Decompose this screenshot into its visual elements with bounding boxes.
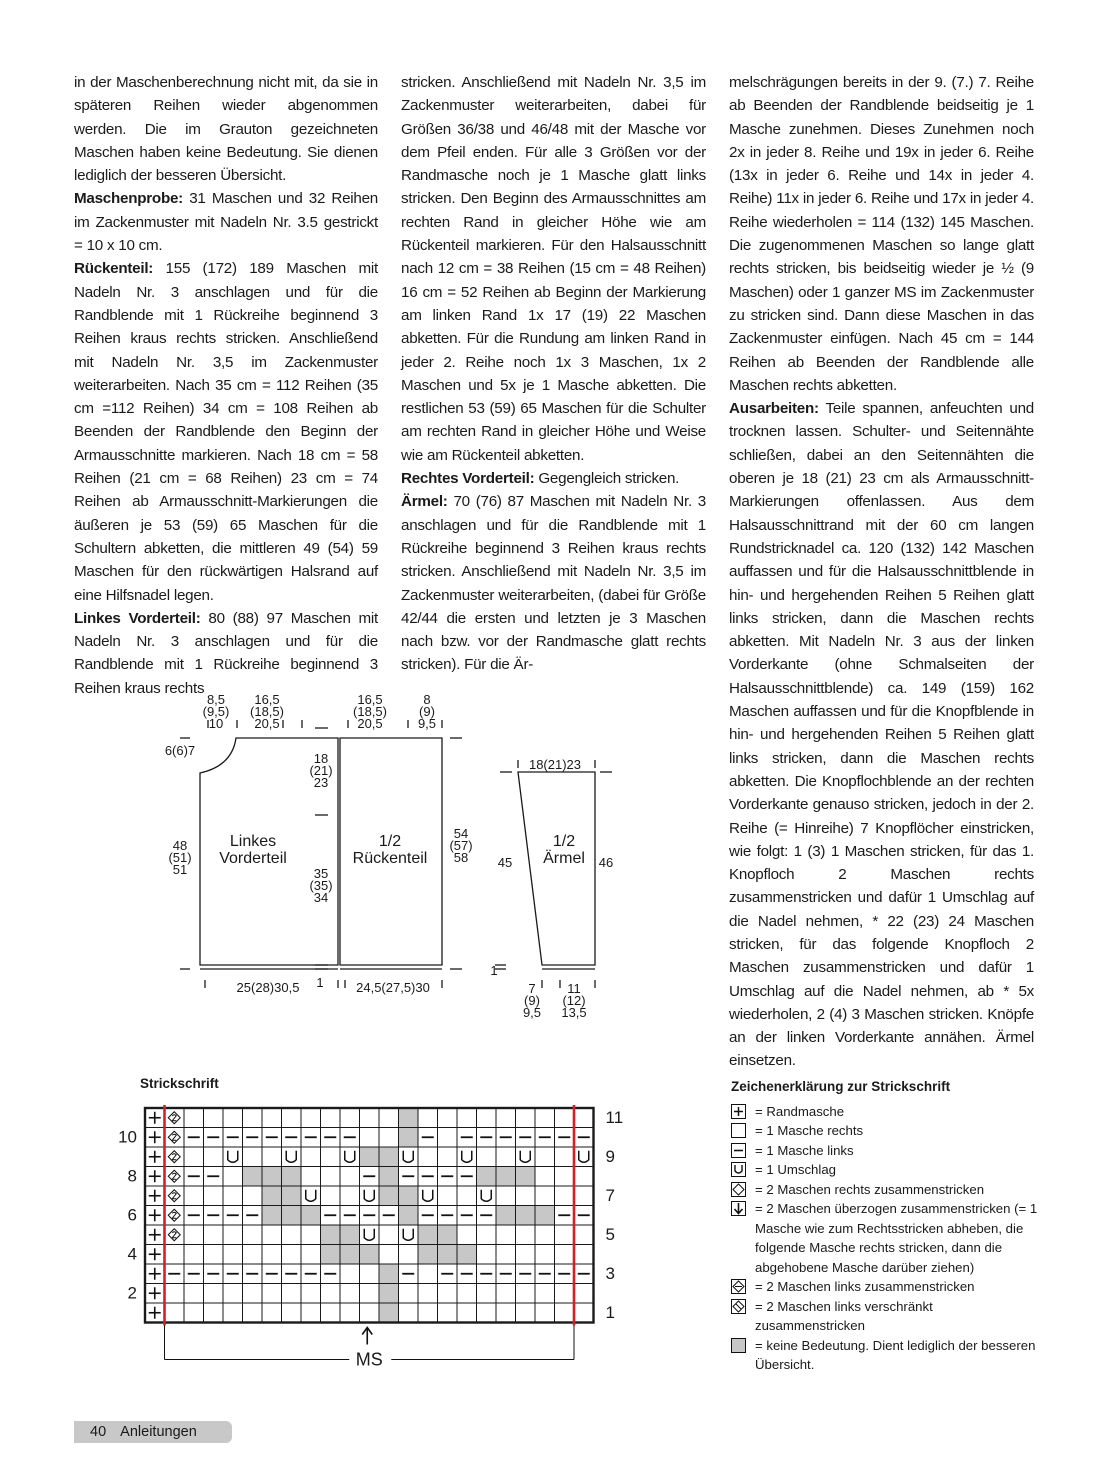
purl-stitch-icon bbox=[731, 1143, 746, 1158]
legend-item bbox=[731, 1336, 1041, 1375]
p2tog-tbl-icon bbox=[731, 1299, 746, 1314]
legend-text: = Randmasche bbox=[755, 1103, 845, 1119]
paragraph-heading: Linkes Vorderteil: bbox=[74, 609, 201, 627]
decrease-symbol bbox=[172, 1212, 176, 1218]
legend-item bbox=[731, 1160, 1041, 1180]
knit-stitch-icon bbox=[731, 1123, 746, 1138]
front-shoulder-width: (9,5) bbox=[202, 704, 230, 719]
front-shoulder-width-2: 16,5 bbox=[254, 692, 280, 707]
no-stitch-cell bbox=[438, 1245, 458, 1265]
p2tog-icon bbox=[731, 1279, 746, 1294]
paragraph-heading: Ärmel: bbox=[401, 493, 448, 511]
legend-text: = 2 Maschen überzogen zusammenstricken (= 1 Masche wie zum Rechtsstricken abheben, die folgende Masche rechts stricken, dann die abgehobene Masche darüber ziehen) bbox=[755, 1201, 1038, 1275]
text-column-3 bbox=[729, 71, 1034, 1073]
chart-title: Strickschrift bbox=[140, 1076, 219, 1091]
no-stitch-cell bbox=[321, 1245, 341, 1265]
sleeve-bottom-right: (12) bbox=[562, 993, 586, 1008]
garment-schematic bbox=[150, 690, 630, 1025]
legend bbox=[731, 1077, 1041, 1375]
yarn-over-symbol bbox=[579, 1151, 589, 1163]
no-stitch-cell bbox=[399, 1186, 419, 1206]
decrease-symbol bbox=[172, 1232, 176, 1238]
row-number-left: 8 bbox=[127, 1166, 137, 1186]
paragraph-heading: Rückenteil: bbox=[74, 260, 154, 278]
no-stitch-cell bbox=[340, 1225, 360, 1245]
legend-item bbox=[731, 1199, 1041, 1277]
sleeve-bottom-left: (9) bbox=[524, 993, 540, 1008]
paragraph-heading: Rechtes Vorderteil: bbox=[401, 470, 535, 488]
no-stitch-cell bbox=[379, 1284, 399, 1304]
front-shoulder-width-2: 20,5 bbox=[254, 716, 280, 731]
armhole-depth-label: 23 bbox=[313, 775, 329, 790]
paragraph-text: Teile spannen, anfeuchten und trocknen lassen. Schulter- und Seitennähte schließen, dabei an den Seitennähten die oberen je 18 (21) 23 cm als Armausschnitt-Markierungen offenlassen. Aus dem Halsausschnittrand mit der 60 cm langen Rundstricknadel ca. 120 (132) 142 Maschen auffassen und für die Halsausschnittblende in hin- und hergehenden Reihen 5 Reihen glatt links stricken, dann die Maschen rechts abketten. Mit Nadeln Nr. 3 aus der linken Vorderkante (ohne Schmalseiten der Halsausschnittblende) ca. 149 (159) 162 Maschen auffassen und für die Knopfblende in hin- und hergehenden Reihen 5 Reihen glatt links stricken, dann die Maschen rechts abketten. Die Knopflochblende an der rechten Vorderkante genauso stricken, jedoch in der 2. Reihe (= Hinreihe) 7 Knopflöcher einstricken, wie folgt: 1 (3) 1 Maschen stricken, für das 1. Knopfloch 2 Maschen rechts zusammenstricken und dafür 1 Umschlag auf die Nadel nehmen, * 22 (23) 24 Maschen stricken, für das folgende Knopfloch 2 Maschen zusammenstricken und dafür 1 Umschlag auf die Nadel nehmen, ab * 5x wiederholen, 2 (4) 3 Maschen stricken. Knöpfe an der linken Vorderkante annähen. Ärmel einsetzen. bbox=[729, 400, 1034, 1070]
no-stitch-cell bbox=[262, 1206, 282, 1226]
no-stitch-cell bbox=[379, 1186, 399, 1206]
no-stitch-cell bbox=[282, 1206, 302, 1226]
yarn-over-symbol bbox=[481, 1190, 491, 1202]
back-height-label: 58 bbox=[453, 850, 469, 865]
legend-item bbox=[731, 1297, 1041, 1336]
no-stitch-cell bbox=[301, 1206, 321, 1226]
decrease-symbol bbox=[172, 1173, 176, 1179]
section-name: Anleitungen bbox=[120, 1424, 197, 1440]
decrease-symbol bbox=[172, 1193, 176, 1199]
side-length-label: 35 bbox=[313, 866, 329, 881]
row-number-right: 7 bbox=[605, 1186, 615, 1206]
back-neck-width: 20,5 bbox=[357, 716, 383, 731]
decrease-symbol bbox=[172, 1134, 176, 1140]
band-height-label: 1 bbox=[316, 975, 324, 990]
armhole-depth-label: 18 bbox=[313, 751, 329, 766]
yarn-over-symbol bbox=[423, 1190, 433, 1202]
yarn-over-symbol bbox=[403, 1229, 413, 1241]
sleeve-length-right: 46 bbox=[598, 855, 614, 870]
paragraph bbox=[401, 71, 706, 467]
front-piece-label: Linkes bbox=[229, 833, 277, 850]
no-stitch-cell bbox=[360, 1147, 380, 1167]
no-stitch-cell bbox=[282, 1186, 302, 1206]
sleeve-bottom-right: 13,5 bbox=[561, 1005, 587, 1020]
no-stitch-cell bbox=[438, 1225, 458, 1245]
front-piece-label: Vorderteil bbox=[219, 850, 287, 867]
no-stitch-cell bbox=[399, 1128, 419, 1148]
front-shoulder-width: 10 bbox=[208, 716, 224, 731]
paragraph bbox=[74, 257, 378, 606]
no-stitch-cell bbox=[496, 1206, 516, 1226]
neck-depth-label: 6(6)7 bbox=[164, 743, 196, 758]
k2tog-icon bbox=[731, 1182, 746, 1197]
sleeve-bottom-left: 9,5 bbox=[522, 1005, 542, 1020]
no-stitch-cell bbox=[535, 1206, 555, 1226]
paragraph-text: 155 (172) 189 Maschen mit Nadeln Nr. 3 anschlagen und für die Randblende mit 1 Rückreihe beginnend 3 Reihen kraus rechts stricken. Anschließend mit Nadeln Nr. 3,5 im Zackenmuster weiterarbeiten. Nach 35 cm = 112 Reihen (35 cm =112 Reihen) 34 cm = 108 Reihen ab Beenden der Randblende den Beginn der Armausschnitte markieren. Nach 18 cm = 58 Reihen (21 cm = 68 Reihen) 23 cm = 74 Reihen ab Armausschnitt-Markierungen die äußeren je 53 (59) 65 Maschen für die Schultern abketten, die mittleren 49 (54) 59 Maschen für den rückwärtigen Halsrand auf eine Hilfsnadel legen. bbox=[74, 260, 378, 604]
paragraph-text: 31 Maschen und 32 Reihen im Zackenmuster mit Nadeln Nr. 3.5 gestrickt = 10 x 10 cm. bbox=[74, 190, 378, 255]
decrease-symbol bbox=[172, 1115, 176, 1121]
sleeve-bottom-right: 11 bbox=[567, 981, 581, 996]
back-height-label: (57) bbox=[449, 838, 473, 853]
back-shoulder-width: 8 bbox=[423, 692, 431, 707]
row-number-left: 4 bbox=[127, 1244, 137, 1264]
paragraph-heading: Ausarbeiten: bbox=[729, 400, 819, 418]
page-footer bbox=[74, 1421, 232, 1443]
row-number-right: 3 bbox=[605, 1264, 615, 1284]
paragraph bbox=[74, 71, 378, 187]
no-stitch-cell bbox=[379, 1264, 399, 1284]
no-stitch-cell bbox=[516, 1206, 536, 1226]
paragraph-text: Gegengleich stricken. bbox=[534, 470, 680, 488]
row-number-left: 2 bbox=[127, 1283, 137, 1303]
no-stitch-icon bbox=[731, 1338, 746, 1353]
text-column-2 bbox=[401, 71, 706, 677]
paragraph bbox=[401, 490, 706, 676]
text-column-1 bbox=[74, 71, 378, 700]
paragraph bbox=[74, 607, 378, 700]
row-number-right: 1 bbox=[605, 1303, 615, 1323]
paragraph-text: melschrägungen bereits in der 9. (7.) 7. Reihe ab Beenden der Randblende beidseitig je 1 Masche zunehmen. Dieses Zunehmen noch 2x in jeder 8. Reihe und 19x in jeder 6. Reihe (13x in jeder 6. Reihe und 14x in jeder 4. Reihe) 11x in jeder 6. Reihe und 17x in jeder 4. Reihe wiederholen = 114 (132) 145 Maschen. Die zugenommenen Maschen so lange glatt rechts stricken, bis beidseitig wieder je ½ (9 Maschen) oder 1 ganzer MS im Zackenmuster zu stricken sind. Dann diese Maschen in das Zackenmuster einfügen. Nach 45 cm = 144 Reihen ab Beenden der Randblende alle Maschen rechts abketten. bbox=[729, 74, 1034, 394]
front-height-label: (51) bbox=[168, 850, 192, 865]
no-stitch-cell bbox=[282, 1167, 302, 1187]
decrease-symbol bbox=[172, 1154, 176, 1160]
sleeve-top-width: 18(21)23 bbox=[528, 757, 582, 772]
front-width-label: 25(28)30,5 bbox=[236, 980, 300, 995]
back-width-label: 24,5(27,5)30 bbox=[356, 980, 430, 995]
paragraph-heading: Maschenprobe: bbox=[74, 190, 183, 208]
armhole-depth-label: (21) bbox=[309, 763, 333, 778]
yarn-over-symbol bbox=[345, 1151, 355, 1163]
legend-text: = keine Bedeutung. Dient lediglich der besseren Übersicht. bbox=[755, 1337, 1036, 1372]
no-stitch-cell bbox=[516, 1167, 536, 1187]
row-number-right: 9 bbox=[605, 1147, 615, 1167]
back-height-label: 54 bbox=[453, 826, 469, 841]
sleeve-length-left: 45 bbox=[497, 855, 513, 870]
front-shoulder-width: 8,5 bbox=[206, 692, 226, 707]
yarn-over-symbol bbox=[462, 1151, 472, 1163]
paragraph-text: stricken. Anschließend mit Nadeln Nr. 3,5 im Zackenmuster weiterarbeiten, dabei für Größen 36/38 und 46/48 mit der Masche vor dem Pfeil enden. Für alle 3 Größen vor der Randmasche noch je 1 Masche glatt links stricken. Den Beginn des Armausschnittes am rechten Rand in gleicher Höhe wie am Rückenteil markieren. Für den Halsausschnitt nach 12 cm = 38 Reihen (15 cm = 48 Reihen) 16 cm = 52 Reihen ab Beginn der Markierung am linken Rand 1x 17 (19) 22 Maschen abketten. Für die Rundung am linken Rand in jeder 2. Reihe noch 1x 3 Maschen, 1x 2 Maschen und 5x je 1 Masche abketten. Die restlichen 53 (59) 65 Maschen für die Schulter am rechten Rand in gleicher Höhe und Weise wie am Rückenteil abketten. bbox=[401, 74, 706, 464]
side-length-label: (35) bbox=[309, 878, 333, 893]
side-length-label: 34 bbox=[313, 890, 329, 905]
no-stitch-cell bbox=[321, 1225, 341, 1245]
sleeve-label: 1/2 bbox=[552, 833, 576, 850]
yarn-over-symbol bbox=[364, 1229, 374, 1241]
sleeve-bottom-left: 7 bbox=[528, 981, 536, 996]
legend-item bbox=[731, 1102, 1041, 1122]
yarn-over-symbol bbox=[364, 1190, 374, 1202]
no-stitch-cell bbox=[399, 1206, 419, 1226]
no-stitch-cell bbox=[379, 1147, 399, 1167]
legend-item bbox=[731, 1180, 1041, 1200]
page-number: 40 bbox=[90, 1424, 107, 1440]
no-stitch-cell bbox=[262, 1186, 282, 1206]
yarn-over-symbol bbox=[520, 1151, 530, 1163]
no-stitch-cell bbox=[399, 1108, 419, 1128]
paragraph bbox=[401, 467, 706, 490]
no-stitch-cell bbox=[262, 1167, 282, 1187]
back-shoulder-width: 9,5 bbox=[417, 716, 437, 731]
no-stitch-cell bbox=[457, 1245, 477, 1265]
no-stitch-cell bbox=[243, 1167, 263, 1187]
no-stitch-cell bbox=[496, 1167, 516, 1187]
no-stitch-cell bbox=[379, 1167, 399, 1187]
no-stitch-cell bbox=[340, 1245, 360, 1265]
back-piece-label: Rückenteil bbox=[352, 850, 428, 867]
legend-text: = 2 Maschen links zusammenstricken bbox=[755, 1279, 975, 1294]
paragraph bbox=[729, 397, 1034, 1073]
legend-item bbox=[731, 1141, 1041, 1161]
sleeve-label: Ärmel bbox=[543, 850, 585, 867]
legend-text: = 1 Masche rechts bbox=[755, 1123, 864, 1138]
legend-item bbox=[731, 1121, 1041, 1141]
yarn-over-symbol bbox=[286, 1151, 296, 1163]
back-neck-width: (18,5) bbox=[353, 704, 387, 719]
paragraph bbox=[729, 71, 1034, 397]
border-stitch-icon bbox=[731, 1104, 746, 1119]
paragraph-text: in der Maschenberechnung nicht mit, da sie in späteren Reihen wieder abgenommen werden. Die im Grauton gezeichneten Maschen haben keine Bedeutung. Sie dienen lediglich der besseren Übersicht. bbox=[74, 74, 378, 185]
no-stitch-cell bbox=[379, 1303, 399, 1323]
yarn-over-icon bbox=[731, 1162, 746, 1177]
paragraph bbox=[74, 187, 378, 257]
front-shoulder-width-2: (18,5) bbox=[250, 704, 284, 719]
sleeve-band-label: 1 bbox=[490, 963, 498, 978]
legend-text: = 2 Maschen links verschränkt zusammenstricken bbox=[755, 1298, 933, 1333]
paragraph-text: 80 (88) 97 Maschen mit Nadeln Nr. 3 anschlagen und für die Randblende mit 1 Rückreihe beginnend 3 Reihen kraus rechts bbox=[74, 609, 378, 697]
yarn-over-symbol bbox=[228, 1151, 238, 1163]
back-neck-width: 16,5 bbox=[357, 692, 383, 707]
legend-item bbox=[731, 1277, 1041, 1297]
legend-text: = 1 Umschlag bbox=[755, 1162, 836, 1177]
row-number-left: 6 bbox=[127, 1205, 137, 1225]
legend-text: = 2 Maschen rechts zusammenstricken bbox=[755, 1181, 985, 1197]
paragraph-text: 70 (76) 87 Maschen mit Nadeln Nr. 3 anschlagen und für die Randblende mit 1 Rückreihe beginnend 3 Reihen kraus rechts stricken. Anschließend mit Nadeln Nr. 3,5 im Zackenmuster weiterarbeiten, (dabei für Größe 42/44 die ersten und letzten je 3 Maschen nach bzw. vor der Randmasche glatt rechts stricken). Für die Är- bbox=[401, 493, 706, 674]
no-stitch-cell bbox=[418, 1225, 438, 1245]
legend-text: = 1 Masche links bbox=[755, 1142, 854, 1158]
legend-title: Zeichenerklärung zur Strickschrift bbox=[731, 1079, 951, 1094]
row-number-right: 5 bbox=[605, 1225, 615, 1245]
front-height-label: 48 bbox=[172, 838, 188, 853]
no-stitch-cell bbox=[477, 1167, 497, 1187]
yarn-over-symbol bbox=[403, 1151, 413, 1163]
yarn-over-symbol bbox=[306, 1190, 316, 1202]
knitting-chart bbox=[105, 1098, 625, 1373]
row-number-left: 10 bbox=[118, 1127, 137, 1147]
row-number-right: 11 bbox=[605, 1108, 624, 1128]
no-stitch-cell bbox=[418, 1245, 438, 1265]
back-piece-label: 1/2 bbox=[378, 833, 402, 850]
front-height-label: 51 bbox=[172, 862, 188, 877]
back-shoulder-width: (9) bbox=[419, 704, 435, 719]
repeat-label: MS bbox=[355, 1349, 383, 1370]
no-stitch-cell bbox=[360, 1245, 380, 1265]
ssk-icon bbox=[731, 1201, 746, 1216]
